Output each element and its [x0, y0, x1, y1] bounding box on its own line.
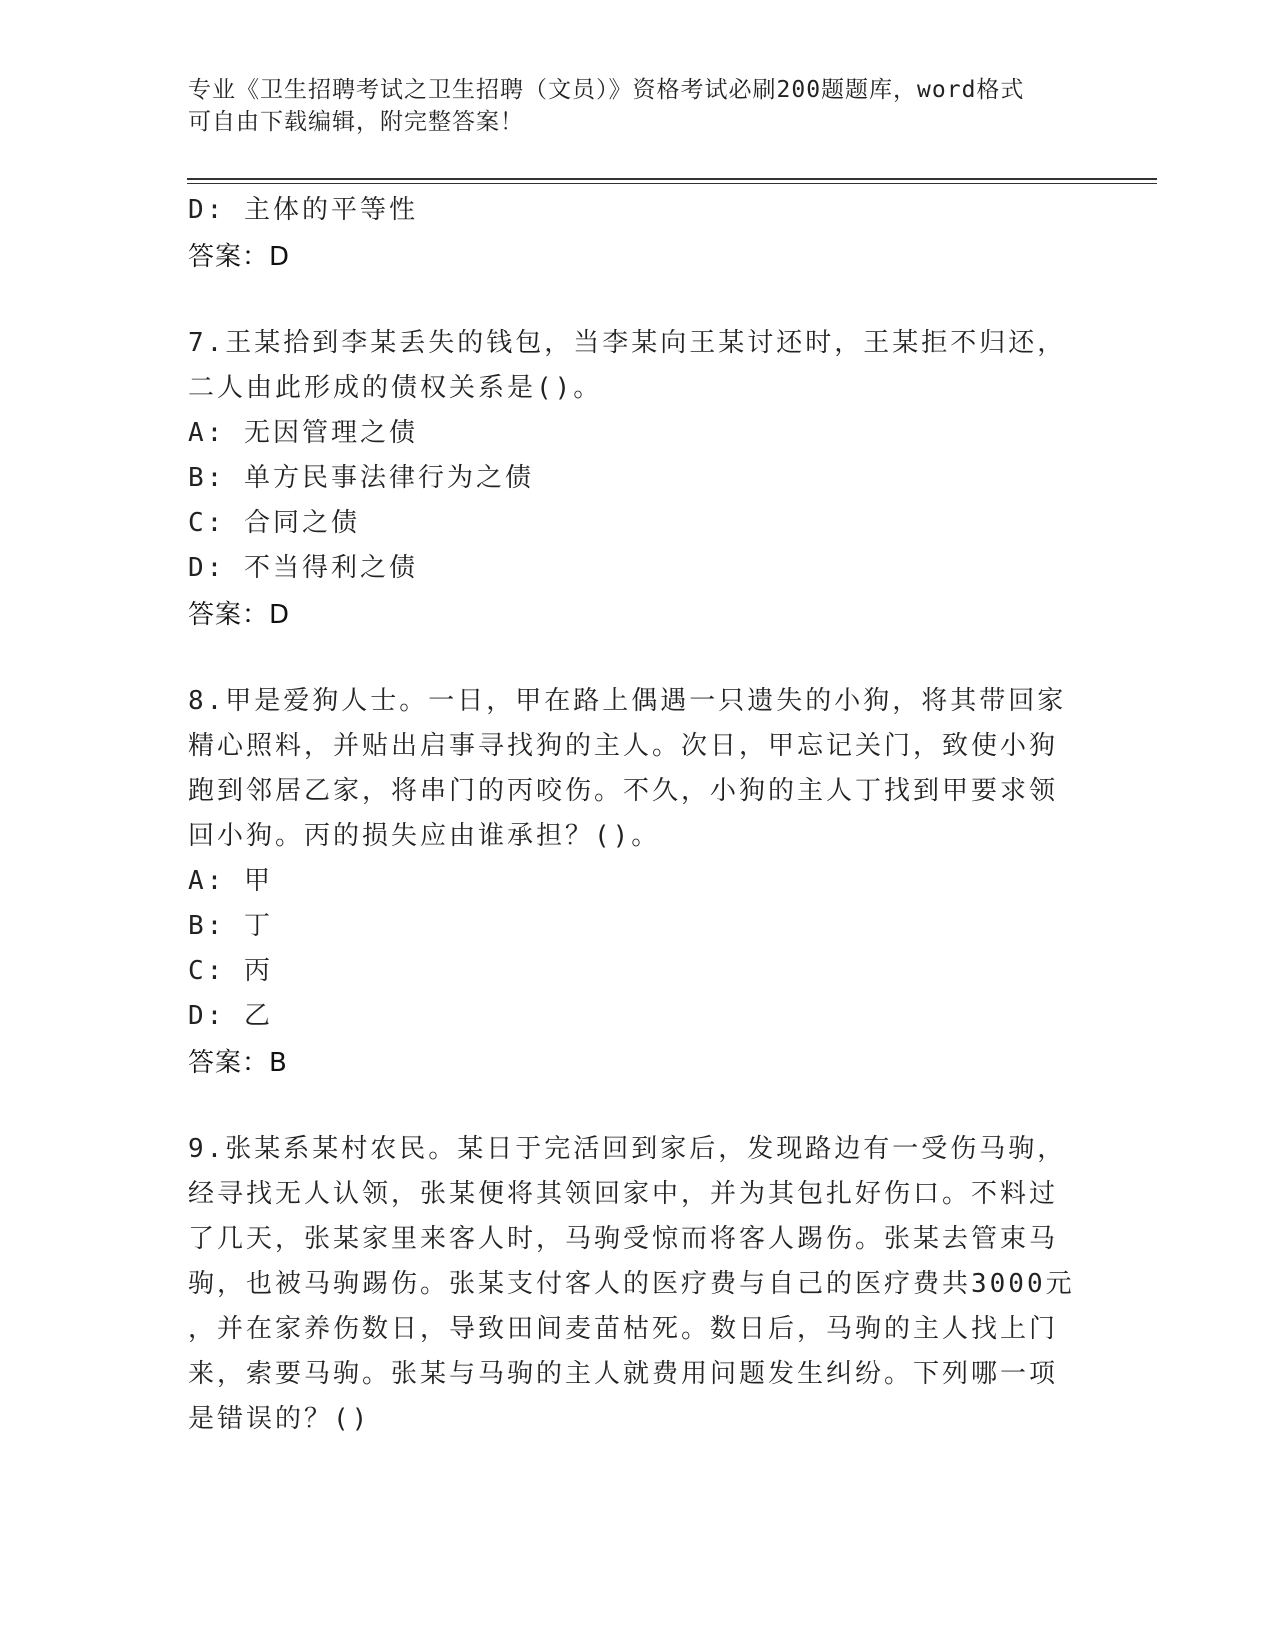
question-6-option-d: D: 主体的平等性	[188, 195, 418, 225]
question-7-option-b: B: 单方民事法律行为之债	[188, 463, 534, 493]
question-8-stem-line-3: 跑到邻居乙家，将串门的丙咬伤。不久，小狗的主人丁找到甲要求领	[188, 776, 1059, 806]
question-9-stem-line-1: 9.张某系某村农民。某日于完活回到家后，发现路边有一受伤马驹，	[188, 1134, 1067, 1164]
question-7-option-c: C: 合同之债	[188, 508, 360, 538]
header-divider-thin	[187, 183, 1157, 184]
document-header	[188, 74, 1068, 138]
question-7-answer: 答案：D	[188, 600, 291, 630]
header-title-line-2: 可自由下载编辑，附完整答案！	[188, 109, 524, 135]
question-8-option-a: A: 甲	[188, 866, 273, 896]
question-8-stem-line-4: 回小狗。丙的损失应由谁承担？()。	[188, 821, 661, 851]
question-8	[188, 679, 1088, 1087]
question-8-option-c: C: 丙	[188, 956, 273, 986]
question-9-stem-line-6: 来，索要马驹。张某与马驹的主人就费用问题发生纠纷。下列哪一项	[188, 1359, 1059, 1389]
question-8-stem-line-1: 8.甲是爱狗人士。一日，甲在路上偶遇一只遗失的小狗，将其带回家	[188, 686, 1067, 716]
question-7-stem-line-2: 二人由此形成的债权关系是()。	[188, 373, 603, 403]
header-title-line-1: 专业《卫生招聘考试之卫生招聘（文员）》资格考试必刷200题题库，word格式	[188, 77, 1025, 103]
question-6-answer: 答案：D	[188, 242, 291, 272]
question-9	[188, 1127, 1088, 1442]
question-8-answer: 答案：B	[188, 1048, 288, 1078]
question-9-stem-line-5: ，并在家养伤数日，导致田间麦苗枯死。数日后，马驹的主人找上门	[188, 1314, 1059, 1344]
question-7-option-a: A: 无因管理之债	[188, 418, 418, 448]
question-7	[188, 321, 1088, 639]
question-7-option-d: D: 不当得利之债	[188, 553, 418, 583]
question-9-stem-line-4: 驹，也被马驹踢伤。张某支付客人的医疗费与自己的医疗费共3000元	[188, 1269, 1075, 1299]
question-9-stem-line-7: 是错误的？()	[188, 1404, 371, 1434]
question-8-option-b: B: 丁	[188, 911, 273, 941]
document-body	[188, 188, 1088, 1442]
question-8-stem-line-2: 精心照料，并贴出启事寻找狗的主人。次日，甲忘记关门，致使小狗	[188, 731, 1059, 761]
question-6-tail	[188, 188, 1088, 281]
question-9-stem-line-2: 经寻找无人认领，张某便将其领回家中，并为其包扎好伤口。不料过	[188, 1179, 1059, 1209]
question-9-stem-line-3: 了几天，张某家里来客人时，马驹受惊而将客人踢伤。张某去管束马	[188, 1224, 1059, 1254]
question-8-option-d: D: 乙	[188, 1001, 273, 1031]
question-7-stem-line-1: 7.王某拾到李某丢失的钱包，当李某向王某讨还时，王某拒不归还，	[188, 328, 1067, 358]
header-divider-thick	[187, 178, 1157, 180]
